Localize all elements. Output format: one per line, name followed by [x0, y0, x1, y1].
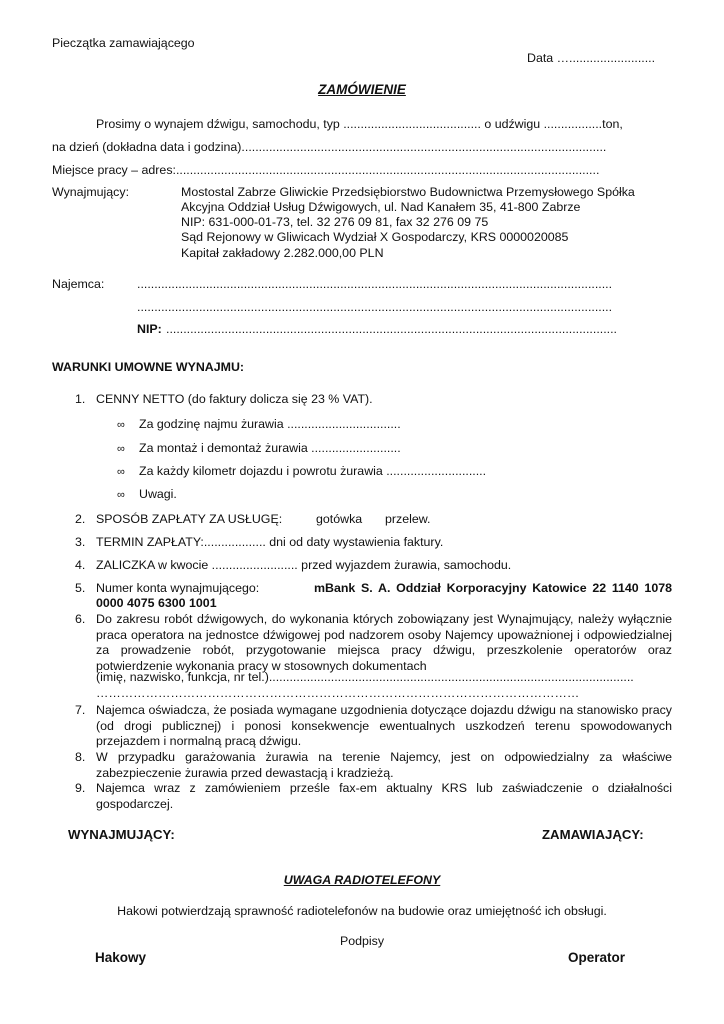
item-number: 7.	[75, 703, 86, 717]
bank-account-line-1: mBank S. A. Oddział Korporacyjny Katowice 22 1140 1078	[314, 581, 672, 595]
dotted-line: ………………………………………………………………………………………………………	[96, 686, 580, 700]
item-number: 6.	[75, 612, 86, 626]
advance-line: ZALICZKA w kwocie ......................... przed wyjazdem żurawia, samochodu.	[96, 558, 512, 572]
lessor-line: Akcyjna Oddział Usług Dźwigowych, ul. Nad Kanałem 35, 41-800 Zabrze	[181, 200, 581, 214]
date-field: Data ….........................	[527, 51, 656, 65]
item-number: 5.	[75, 581, 86, 595]
access-statement-paragraph: Najemca oświadcza, że posiada wymagane uzgodnienia dotyczące dojazdu dźwigu na stanowisko pracy (od drogi publicznej) i ponosi konsekwencje ewentualnych uszkodzeń terenu spowodowanych przejazdem i normalną pracą dźwigu.	[96, 703, 672, 748]
price-hour-line: Za godzinę najmu żurawia .................................	[139, 417, 401, 431]
garaging-paragraph: W przypadku garażowania żurawia na terenie Najemcy, jest on odpowiedzialny za właściwe zabezpieczenie żurawia przed dewastacją i kradzieżą.	[96, 750, 672, 780]
operator-signature-label: Operator	[568, 950, 626, 965]
lessor-signature-label: WYNAJMUJĄCY:	[68, 827, 175, 842]
bullet-icon: ∞	[117, 443, 125, 455]
request-line-date: na dzień (dokładna data i godzina)..........................................................................................................	[52, 140, 607, 154]
request-line-address: Miejsce pracy – adres:...........................................................................................................................	[52, 163, 600, 177]
scope-of-work-paragraph: Do zakresu robót dźwigowych, do wykonania których zobowiązany jest Wynajmujący, należy wyłącznie praca operatora na jednostce dźwigowej pod nadzorem osoby Najemcy upoważnionej i odpowiedzialnej za prowadzenie robót, przygotowanie miejsca pracy dźwigu, przeszkolenie operatorów oraz potwierdzenie wykonania pracy w stosownych dokumentach	[96, 612, 672, 673]
request-line-crane-type: Prosimy o wynajem dźwigu, samochodu, typ ........................................ o udźwigu .................ton,	[96, 117, 623, 131]
bank-account-line-2: 0000 4075 6300 1001	[96, 596, 217, 610]
person-contact-line: (imię, nazwisko, funkcja, nr tel.)..........................................................................................................	[96, 670, 634, 684]
lessee-name-line: ..........................................................................................................................................	[137, 277, 613, 291]
payment-option-cash: gotówka	[316, 512, 363, 526]
lessor-line: Mostostal Zabrze Gliwickie Przedsiębiorstwo Budownictwa Przemysłowego Spółka	[181, 185, 635, 199]
hook-signature-label: Hakowy	[95, 950, 147, 965]
client-signature-label: ZAMAWIAJĄCY:	[542, 827, 644, 842]
item-number: 1.	[75, 392, 86, 406]
lessee-label: Najemca:	[52, 277, 105, 291]
price-assembly-line: Za montaż i demontaż żurawia ..........................	[139, 441, 401, 455]
krs-paragraph: Najemca wraz z zamówieniem prześle fax-em aktualny KRS lub zaświadczenie o działalności gospodarczej.	[96, 781, 672, 811]
remarks-line: Uwagi.	[139, 487, 177, 501]
payment-term-line: TERMIN ZAPŁATY:.................. dni od daty wystawienia faktury.	[96, 535, 444, 549]
signatures-label: Podpisy	[339, 934, 385, 948]
lessee-nip-label: NIP:	[137, 322, 162, 336]
lessee-address-line: ..........................................................................................................................................	[137, 300, 613, 314]
lessor-line: Sąd Rejonowy w Gliwicach Wydział X Gospodarczy, KRS 0000020085	[181, 230, 569, 244]
item-number: 9.	[75, 781, 86, 795]
bullet-icon: ∞	[117, 466, 125, 478]
account-label: Numer konta wynajmującego:	[96, 581, 260, 595]
terms-heading: WARUNKI UMOWNE WYNAJMU:	[52, 360, 245, 374]
payment-option-transfer: przelew.	[385, 512, 431, 526]
price-km-line: Za każdy kilometr dojazdu i powrotu żurawia .............................	[139, 464, 487, 478]
payment-method-label: SPOSÓB ZAPŁATY ZA USŁUGĘ:	[96, 512, 283, 526]
radio-statement: Hakowi potwierdzają sprawność radiotelefonów na budowie oraz umiejętność ich obsługi.	[117, 904, 607, 918]
stamp-label: Pieczątka zamawiającego	[52, 36, 195, 50]
item-number: 3.	[75, 535, 86, 549]
item-number: 4.	[75, 558, 86, 572]
lessee-nip-line: ...................................................................................................................................	[166, 322, 617, 336]
bullet-icon: ∞	[117, 419, 125, 431]
bullet-icon: ∞	[117, 489, 125, 501]
lessor-line: Kapitał zakładowy 2.282.000,00 PLN	[181, 246, 384, 260]
price-heading: CENNY NETTO (do faktury dolicza się 23 % VAT).	[96, 392, 373, 406]
lessor-label: Wynajmujący:	[52, 185, 130, 199]
document-title: ZAMÓWIENIE	[318, 82, 406, 97]
item-number: 2.	[75, 512, 86, 526]
item-number: 8.	[75, 750, 86, 764]
radio-heading: UWAGA RADIOTELEFONY	[283, 873, 441, 887]
lessor-line: NIP: 631-000-01-73, tel. 32 276 09 81, fax 32 276 09 75	[181, 215, 489, 229]
